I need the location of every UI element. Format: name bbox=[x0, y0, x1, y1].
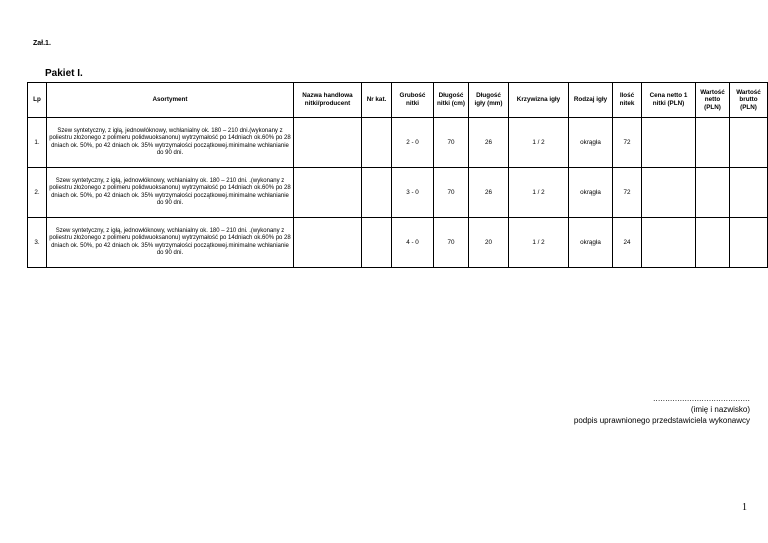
cell-assortment: Szew syntetyczny, z igłą, jednowłóknowy, wchłanialny ok. 180 – 210 dni.(wykonany z poliestru złożonego z polimeru polidwuoksanonu) wytrzymałość po 14dniach ok.60% po 28 dniach ok. 50%, po 42 dniach ok. 35% wytrzymałości początkowej.minimalne wchłanianie do 90 dni. bbox=[47, 118, 294, 168]
cell-curvature: 1 / 2 bbox=[509, 168, 569, 218]
header-gross-value: Wartość brutto (PLN) bbox=[730, 83, 768, 118]
cell-lp: 2. bbox=[28, 168, 47, 218]
cell-gross-value[interactable] bbox=[730, 118, 768, 168]
table-row bbox=[28, 218, 768, 268]
cell-needle-length: 26 bbox=[469, 118, 509, 168]
attachment-label: Zał.1. bbox=[33, 40, 51, 47]
table-header-row bbox=[28, 83, 768, 118]
cell-assortment: Szew syntetyczny, z igłą, jednowłóknowy, wchłanialny ok. 180 – 210 dni. .(wykonany z poliestru złożonego z polimeru polidwuoksanonu) wytrzymałość po 14dniach ok.60% po 28 dniach ok. 50%, po 42 dniach ok. 35% wytrzymałości początkowej.minimalne wchłanianie do 90 dni. bbox=[47, 218, 294, 268]
cell-trade-name[interactable] bbox=[294, 218, 362, 268]
header-net-value: Wartość netto (PLN) bbox=[696, 83, 730, 118]
cell-thread-length: 70 bbox=[434, 218, 469, 268]
cell-needle-type: okrągła bbox=[569, 168, 613, 218]
header-catalog-no: Nr kat. bbox=[362, 83, 392, 118]
cell-thickness: 4 - 0 bbox=[392, 218, 434, 268]
cell-gross-value[interactable] bbox=[730, 168, 768, 218]
cell-gross-value[interactable] bbox=[730, 218, 768, 268]
cell-trade-name[interactable] bbox=[294, 168, 362, 218]
cell-curvature: 1 / 2 bbox=[509, 218, 569, 268]
cell-catalog-no[interactable] bbox=[362, 168, 392, 218]
cell-thickness: 2 - 0 bbox=[392, 118, 434, 168]
cell-needle-length: 26 bbox=[469, 168, 509, 218]
cell-net-price[interactable] bbox=[642, 168, 696, 218]
table-row bbox=[28, 168, 768, 218]
table-row bbox=[28, 118, 768, 168]
header-curvature: Krzywizna igły bbox=[509, 83, 569, 118]
cell-net-price[interactable] bbox=[642, 218, 696, 268]
cell-assortment: Szew syntetyczny, z igłą, jednowłóknowy, wchłanialny ok. 180 – 210 dni. .(wykonany z poliestru złożonego z polimeru polidwuoksanonu) wytrzymałość po 14dniach ok.60% po 28 dniach ok. 50%, po 42 dniach ok. 35% wytrzymałości początkowej.minimalne wchłanianie do 90 dni. bbox=[47, 168, 294, 218]
cell-thickness: 3 - 0 bbox=[392, 168, 434, 218]
cell-thread-count: 72 bbox=[613, 168, 642, 218]
package-title: Pakiet I. bbox=[45, 68, 83, 79]
signature-name-hint: (imię i nazwisko) bbox=[690, 405, 750, 414]
cell-needle-type: okrągła bbox=[569, 118, 613, 168]
cell-net-value[interactable] bbox=[696, 218, 730, 268]
header-lp: Lp bbox=[28, 83, 47, 118]
cell-catalog-no[interactable] bbox=[362, 118, 392, 168]
cell-thread-count: 24 bbox=[613, 218, 642, 268]
cell-thread-length: 70 bbox=[434, 168, 469, 218]
cell-catalog-no[interactable] bbox=[362, 218, 392, 268]
page-number: 1 bbox=[742, 502, 747, 513]
cell-needle-type: okrągła bbox=[569, 218, 613, 268]
header-thread-length: Długość nitki (cm) bbox=[434, 83, 469, 118]
cell-trade-name[interactable] bbox=[294, 118, 362, 168]
signature-title: podpis uprawnionego przedstawiciela wykonawcy bbox=[573, 416, 750, 425]
header-net-price: Cena netto 1 nitki (PLN) bbox=[642, 83, 696, 118]
header-trade-name: Nazwa handlowa nitki/producent bbox=[294, 83, 362, 118]
pricing-table bbox=[27, 82, 768, 268]
cell-net-value[interactable] bbox=[696, 118, 730, 168]
header-thread-count: Ilość nitek bbox=[613, 83, 642, 118]
cell-needle-length: 20 bbox=[469, 218, 509, 268]
cell-thread-length: 70 bbox=[434, 118, 469, 168]
header-needle-type: Rodzaj igły bbox=[569, 83, 613, 118]
cell-lp: 3. bbox=[28, 218, 47, 268]
signature-line: ........................................ bbox=[653, 394, 750, 403]
cell-lp: 1. bbox=[28, 118, 47, 168]
header-needle-length: Długość igły (mm) bbox=[469, 83, 509, 118]
cell-curvature: 1 / 2 bbox=[509, 118, 569, 168]
cell-net-price[interactable] bbox=[642, 118, 696, 168]
cell-thread-count: 72 bbox=[613, 118, 642, 168]
cell-net-value[interactable] bbox=[696, 168, 730, 218]
header-assortment: Asortyment bbox=[47, 83, 294, 118]
header-thickness: Grubość nitki bbox=[392, 83, 434, 118]
